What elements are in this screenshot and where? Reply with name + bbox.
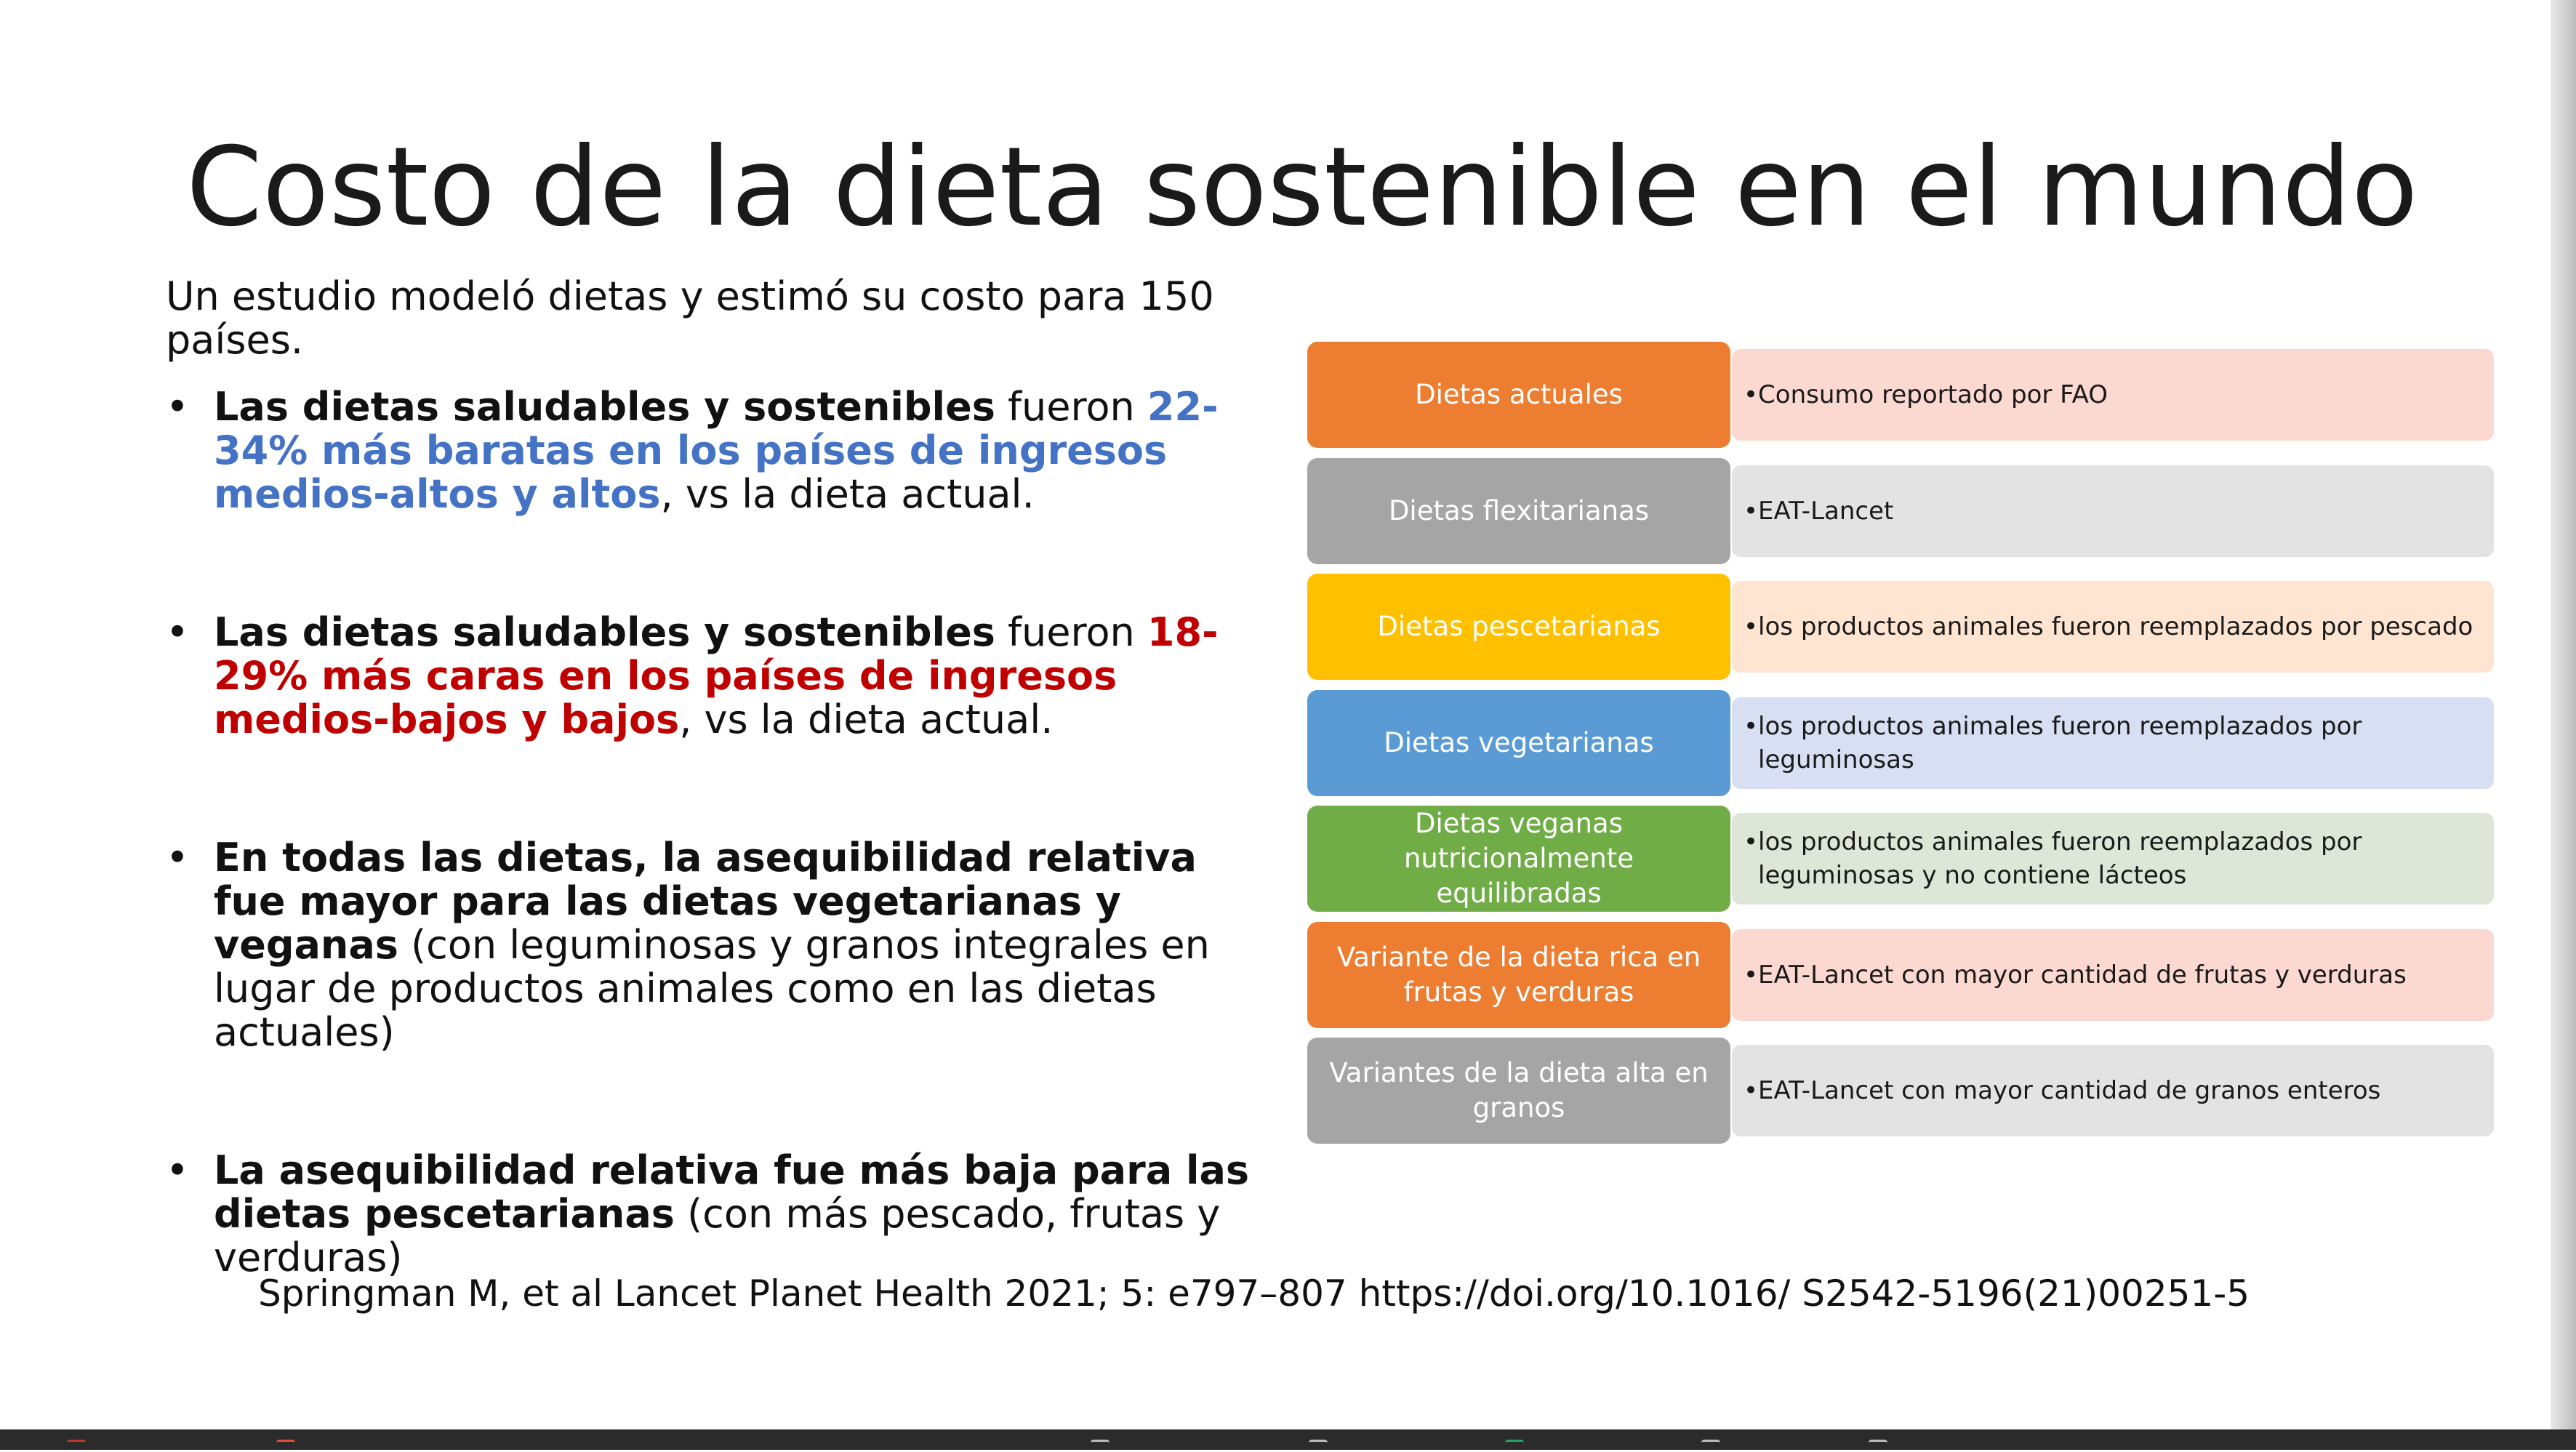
bullet-list [166,385,1271,1374]
diet-row [1307,806,2494,912]
diet-row [1307,342,2494,448]
diet-label: Dietas flexitarianas [1307,458,1730,564]
reference-citation: Springman M, et al Lancet Planet Health 2021; 5: e797–807 https://doi.org/10.1016/ S2542-5196(21)00251-5 [258,1272,2250,1315]
bullet-highlight-blue: 22-34% más baratas en los países de ingresos medios-altos y altos [214,384,1219,517]
bullet-dot: • [166,609,189,655]
taskbar [0,1429,2576,1450]
bullet-bold-text: Las dietas saludables y sostenibles [214,384,995,430]
bullet-text: fueron [995,384,1147,430]
diet-description: •EAT-Lancet con mayor cantidad de granos enteros [1744,1076,2381,1105]
diet-description-box [1732,1045,2494,1136]
bullet-item [166,836,1271,1054]
diet-description-box [1732,929,2494,1021]
window-edge [2551,0,2576,1450]
pen-icon[interactable] [67,1440,86,1452]
diet-description: •los productos animales fueron reemplazados por leguminosas [1744,712,2362,774]
bullet-dot: • [166,384,189,430]
diet-label: Dietas vegetarianas [1307,690,1730,796]
bullet-highlight-red: 18-29% más caras en los países de ingresos medios-bajos y bajos [214,609,1219,742]
diet-label: Dietas pescetarianas [1307,574,1730,680]
bullet-text: (con más pescado, frutas y verduras) [214,1191,1221,1280]
diet-label: Variantes de la dieta alta en granos [1307,1038,1730,1144]
arrow-icon[interactable] [1091,1440,1110,1452]
diet-label: Dietas actuales [1307,342,1730,448]
bullet-text: , vs la dieta actual. [660,471,1035,517]
diet-description-box [1732,697,2494,789]
diet-description-box [1732,349,2494,441]
diet-label: Dietas veganas nutricionalmente equilibradas [1307,806,1730,912]
bullet-bold-text: La asequibilidad relativa fue más baja para las dietas pescetarianas [214,1147,1250,1237]
diet-row [1307,458,2494,564]
circle-icon[interactable] [1701,1440,1720,1452]
diet-description: •EAT-Lancet [1744,497,1894,526]
star-icon[interactable] [1869,1440,1887,1452]
diet-row [1307,690,2494,796]
diet-row [1307,1038,2494,1144]
bullet-item [166,385,1271,516]
slide-title: Costo de la dieta sostenible en el mundo [186,124,2418,251]
bullet-item [166,1149,1271,1280]
diet-description: •los productos animales fueron reemplazados por pescado [1744,612,2473,641]
spreadsheet-icon[interactable] [1505,1440,1524,1452]
bullet-dot: • [166,1147,189,1193]
diet-description: •EAT-Lancet con mayor cantidad de frutas y verduras [1744,960,2407,990]
diet-row [1307,922,2494,1028]
intro-text: Un estudio modeló dietas y estimó su costo para 150 países. [166,273,1214,363]
bullet-text: fueron [995,609,1147,655]
diet-label: Variante de la dieta rica en frutas y verduras [1307,922,1730,1028]
diet-description-box [1732,813,2494,905]
diet-description: •Consumo reportado por FAO [1744,380,2108,409]
bullet-text: , vs la dieta actual. [679,697,1054,742]
bullet-dot: • [166,835,189,881]
bullet-text: (con leguminosas y granos integrales en lugar de productos animales como en las dietas actuales) [214,922,1210,1055]
diet-description-box [1732,465,2494,557]
window-icon[interactable] [1309,1440,1328,1452]
diet-description-box [1732,581,2494,673]
bullet-bold-text: Las dietas saludables y sostenibles [214,609,995,655]
bullet-item [166,611,1271,742]
diet-description: •los productos animales fueron reemplazados por leguminosas y no contiene lácteos [1744,827,2362,890]
diet-row [1307,574,2494,680]
bullet-bold-text: En todas las dietas, la asequibilidad relativa fue mayor para las dietas vegetarianas y veganas [214,835,1197,968]
marker-icon[interactable] [276,1440,295,1452]
